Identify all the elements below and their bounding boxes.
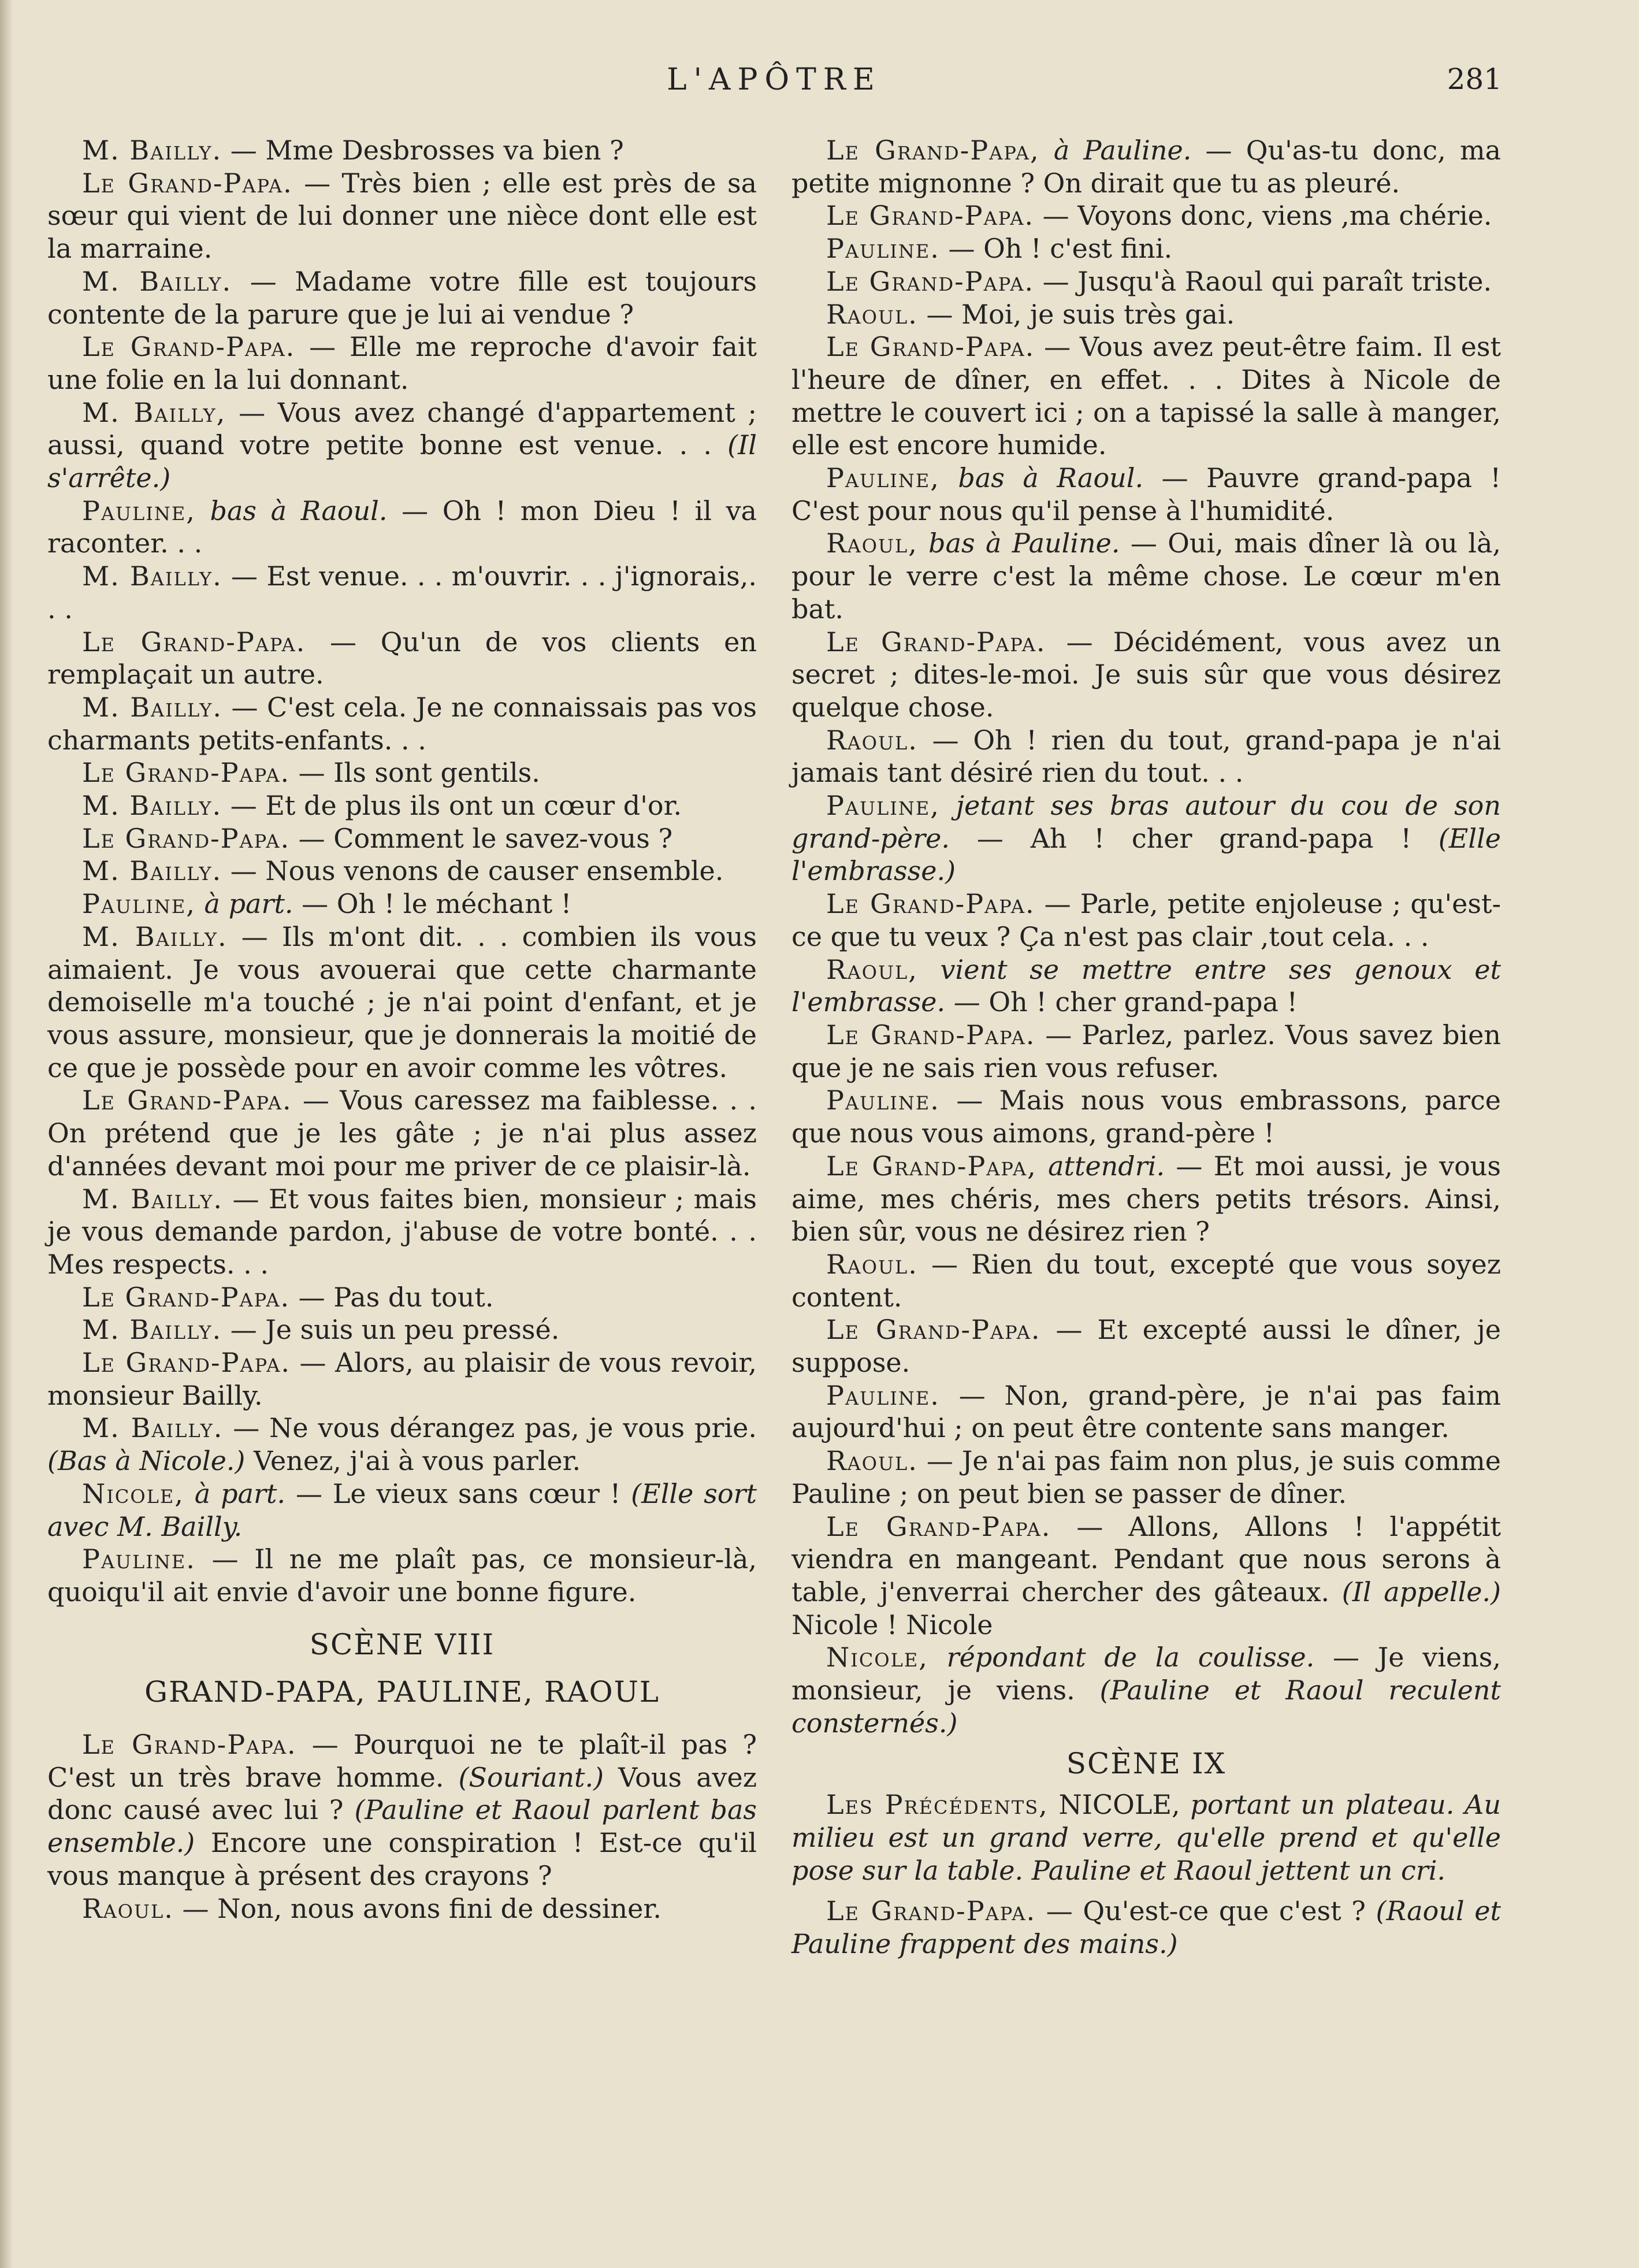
stage-direction: (Il s'arrête.)	[47, 429, 757, 494]
dialogue-text: — Nous venons de causer ensemble.	[222, 855, 724, 887]
speaker-name: M. Bailly.	[82, 855, 222, 887]
dialogue-text: — Vous avez changé d'appartement ; aussi, quand votre petite bonne est venue. . .	[47, 396, 757, 461]
speaker-name: Pauline.	[826, 1085, 940, 1116]
spacer	[940, 462, 958, 493]
spacer	[918, 954, 941, 985]
left-dialogue	[47, 134, 757, 1609]
dialogue-text: Nicole ! Nicole	[791, 1609, 993, 1640]
dialogue-text: — Jusqu'à Raoul qui paraît triste.	[1034, 265, 1492, 297]
dialogue-text: — Oh ! c'est fini.	[939, 233, 1173, 265]
speaker-name: Raoul.	[82, 1892, 174, 1924]
page-number: 281	[1447, 62, 1502, 96]
dialogue-text: — Rien du tout, excepté que vous soyez content.	[791, 1248, 1501, 1313]
dialogue-line	[791, 462, 1501, 527]
stage-direction: (Il appelle.)	[1341, 1576, 1501, 1608]
dialogue-line	[47, 396, 757, 495]
dialogue-text: Vous avez donc causé avec lui ?	[47, 1761, 757, 1826]
stage-direction: (Souriant.)	[458, 1761, 604, 1793]
dialogue-line	[791, 1150, 1501, 1248]
speaker-name: Le Grand-Papa,	[826, 1150, 1037, 1182]
dialogue-line	[791, 1895, 1501, 1960]
dialogue-text: Venez, j'ai à vous parler.	[245, 1445, 581, 1477]
right-column	[791, 134, 1501, 1961]
spacer	[928, 1642, 947, 1673]
stage-direction: à part.	[204, 888, 293, 920]
dialogue-text: — Je suis un peu pressé.	[222, 1314, 560, 1346]
stage-direction: portant un plateau. Au milieu est un grand verre, qu'elle prend et qu'elle pose sur la table. Pauline et Raoul jettent un cri.	[791, 1789, 1501, 1886]
speaker-name: M. Bailly,	[82, 396, 226, 428]
scene9-dialogue	[791, 1895, 1501, 1960]
dialogue-text: — Je viens, monsieur, je viens.	[791, 1642, 1502, 1706]
dialogue-line	[47, 1543, 757, 1608]
speaker-name: Raoul,	[826, 953, 918, 985]
dialogue-line	[791, 626, 1501, 724]
scene-heading: SCÈNE IX	[1066, 1747, 1227, 1781]
stage-direction: (Elle l'embrasse.)	[791, 822, 1501, 887]
dialogue-text: — Comment le savez-vous ?	[290, 822, 673, 854]
dialogue-line	[47, 495, 757, 560]
spacer	[1040, 135, 1054, 166]
dialogue-text: — Ils sont gentils.	[290, 757, 540, 789]
speaker-name: Raoul,	[826, 528, 918, 559]
stage-direction: vient se mettre entre ses genoux et l'embrasse.	[791, 953, 1501, 1018]
speaker-name: Pauline.	[82, 1543, 196, 1575]
dialogue-text: — Mais nous vous embrassons, parce que nous vous aimons, grand-père !	[791, 1085, 1501, 1149]
speaker-name: M. Bailly.	[82, 265, 232, 297]
dialogue-text: — Et moi aussi, je vous aime, mes chéris, mes chers petits trésors. Ainsi, bien sûr, vous ne désirez rien ?	[791, 1150, 1501, 1248]
spacer	[184, 1478, 195, 1509]
dialogue-line	[47, 888, 757, 920]
spacer	[940, 790, 956, 821]
speaker-name: Le Grand-Papa.	[826, 888, 1035, 920]
dialogue-line	[791, 1313, 1501, 1379]
dialogue-line	[791, 1379, 1501, 1445]
dialogue-line	[791, 527, 1501, 625]
speaker-name: Raoul.	[826, 1248, 918, 1280]
dialogue-text: — Alors, au plaisir de vous revoir, monsieur Bailly.	[47, 1347, 757, 1411]
dialogue-text: — Je n'ai pas faim non plus, je suis comme Pauline ; on peut bien se passer de dîner.	[791, 1445, 1501, 1509]
dialogue-text: — Est venue. . . m'ouvrir. . . j'ignorais,. . .	[47, 560, 757, 625]
dialogue-line	[47, 691, 757, 756]
stage-direction: bas à Raoul.	[210, 495, 388, 526]
stage-direction: à Pauline.	[1053, 135, 1192, 166]
stage-direction: à part.	[194, 1478, 286, 1509]
speaker-name: M. Bailly.	[82, 790, 222, 822]
dialogue-text: — Il ne me plaît pas, ce monsieur-là, quoiqu'il ait envie d'avoir une bonne figure.	[47, 1543, 757, 1608]
speaker-name: M. Bailly.	[82, 1412, 224, 1444]
stage-direction: répondant de la coulisse.	[946, 1642, 1315, 1673]
speaker-name: Pauline,	[82, 495, 196, 526]
spacer	[196, 888, 205, 919]
spacer	[918, 528, 928, 559]
dialogue-text: — Madame votre fille est toujours contente de la parure que je lui ai vendue ?	[47, 265, 757, 330]
speaker-name: Le Grand-Papa.	[82, 1347, 291, 1379]
dialogue-line	[791, 1445, 1501, 1510]
dialogue-line	[791, 1084, 1501, 1149]
dialogue-line	[791, 953, 1501, 1019]
dialogue-text: — Non, nous avons fini de dessiner.	[173, 1892, 661, 1924]
stage-direction: bas à Raoul.	[958, 462, 1144, 494]
dialogue-line	[791, 1019, 1501, 1084]
speaker-name: Pauline,	[82, 888, 196, 920]
dialogue-text: — Ah ! cher grand-papa !	[949, 822, 1439, 854]
speaker-name: Le Grand-Papa.	[826, 331, 1035, 363]
speaker-name: M. Bailly.	[82, 920, 228, 952]
right-dialogue	[791, 134, 1501, 1739]
dialogue-line	[47, 1728, 757, 1892]
dialogue-text: — Décidément, vous avez un secret ; dites-le-moi. Je suis sûr que vous désirez quelque chose.	[791, 626, 1502, 723]
dialogue-text: — Pourquoi ne te plaît-il pas ? C'est un très brave homme.	[47, 1729, 757, 1793]
characters-smallcaps: Les Précédents,	[826, 1789, 1049, 1821]
speaker-name: Raoul.	[826, 298, 918, 330]
dialogue-text: — Très bien ; elle est près de sa sœur qui vient de lui donner une nièce dont elle est la marraine.	[47, 167, 757, 265]
speaker-name: M. Bailly.	[82, 691, 222, 723]
dialogue-text: — Elle me reproche d'avoir fait une folie en la lui donnant.	[47, 331, 757, 395]
dialogue-line	[47, 167, 757, 265]
dialogue-text: Encore une conspiration ! Est-ce qu'il vous manque à présent des crayons ?	[47, 1827, 757, 1891]
left-column	[47, 134, 757, 1925]
dialogue-line	[791, 724, 1501, 789]
speaker-name: Le Grand-Papa.	[826, 200, 1035, 232]
dialogue-line	[791, 1510, 1501, 1642]
dialogue-line	[791, 1248, 1501, 1313]
speaker-name: Pauline,	[826, 790, 940, 822]
dialogue-line	[47, 1478, 757, 1543]
dialogue-text: — Oui, mais dîner là ou là, pour le verre c'est la même chose. Le cœur m'en bat.	[791, 528, 1501, 625]
dialogue-text: — Oh ! le méchant !	[293, 888, 572, 920]
speaker-name: Le Grand-Papa.	[82, 1729, 297, 1761]
scene-heading: SCÈNE VIII	[309, 1627, 495, 1661]
speaker-name: Raoul.	[826, 1445, 918, 1477]
dialogue-text: — Oh ! mon Dieu ! il va raconter. . .	[47, 495, 757, 559]
stage-direction: (Pauline et Raoul parlent bas ensemble.)	[47, 1794, 757, 1859]
speaker-name: Nicole,	[826, 1642, 928, 1673]
speaker-name: Le Grand-Papa.	[826, 1314, 1041, 1346]
characters-caps: NICOLE,	[1048, 1789, 1191, 1821]
dialogue-text: — Ils m'ont dit. . . combien ils vous aimaient. Je vous avouerai que cette charmante demoiselle m'a touché ; je n'ai point d'enfant, et je vous assure, monsieur, que je donnerais la moitié de ce que je possède pour en avoir comme les vôtres.	[47, 920, 757, 1083]
speaker-name: Pauline.	[826, 1379, 940, 1411]
speaker-name: Raoul.	[826, 724, 918, 756]
dialogue-text: — Qu'as-tu donc, ma petite mignonne ? On dirait que tu as pleuré.	[791, 135, 1502, 199]
scene8-dialogue	[47, 1728, 757, 1925]
stage-direction: attendri.	[1048, 1150, 1165, 1182]
speaker-name: Le Grand-Papa.	[82, 626, 306, 658]
dialogue-line	[47, 1084, 757, 1182]
dialogue-line	[47, 1281, 757, 1314]
stage-direction: (Pauline et Raoul reculent consternés.)	[791, 1675, 1501, 1739]
dialogue-text: — Non, grand-père, je n'ai pas faim aujourd'hui ; on peut être contente sans manger.	[791, 1379, 1501, 1444]
dialogue-line	[47, 756, 757, 789]
dialogue-line	[47, 560, 757, 625]
dialogue-text: — Mme Desbrosses va bien ?	[222, 135, 624, 166]
stage-direction: (Bas à Nicole.)	[47, 1445, 246, 1477]
dialogue-text: — Qu'un de vos clients en remplaçait un autre.	[47, 626, 757, 691]
dialogue-text: — Le vieux sans cœur !	[285, 1478, 631, 1509]
dialogue-line	[47, 331, 757, 396]
spacer	[1037, 1150, 1048, 1182]
dialogue-text: — Pauvre grand-papa ! C'est pour nous qu'il pense à l'humidité.	[791, 462, 1502, 526]
dialogue-line	[791, 199, 1501, 232]
dialogue-text: — Voyons donc, viens ,ma chérie.	[1034, 200, 1492, 232]
speaker-name: Le Grand-Papa.	[82, 1281, 291, 1313]
speaker-name: Le Grand-Papa.	[82, 822, 291, 854]
speaker-name: Le Grand-Papa.	[82, 757, 291, 789]
dialogue-line	[47, 1412, 757, 1477]
dialogue-text: — Ne vous dérangez pas, je vous prie.	[223, 1412, 757, 1444]
stage-direction: (Raoul et Pauline frappent des mains.)	[791, 1895, 1501, 1959]
dialogue-line	[791, 331, 1501, 462]
dialogue-text: — Vous caressez ma faiblesse. . . On prétend que je les gâte ; je n'ai plus assez d'années devant moi pour me priver de ce plaisir-là.	[47, 1085, 757, 1182]
speaker-name: Nicole,	[82, 1478, 184, 1509]
dialogue-line	[47, 855, 757, 888]
speaker-name: Pauline,	[826, 462, 940, 494]
dialogue-text: — Oh ! cher grand-papa !	[945, 986, 1298, 1018]
dialogue-text: — Moi, je suis très gai.	[917, 298, 1235, 330]
speaker-name: M. Bailly.	[82, 1183, 223, 1215]
dialogue-line	[47, 1892, 757, 1925]
speaker-name: Le Grand-Papa.	[826, 626, 1046, 658]
speaker-name: M. Bailly.	[82, 135, 222, 166]
stage-direction: jetant ses bras autour du cou de son grand-père.	[791, 790, 1501, 854]
dialogue-text: — Qu'est-ce que c'est ?	[1036, 1895, 1376, 1927]
page-gutter	[0, 0, 13, 2268]
dialogue-text: — Vous avez peut-être faim. Il est l'heure de dîner, en effet. . . Dites à Nicole de mettre le couvert ici ; on a tapissé la salle à manger, elle est encore humide.	[791, 331, 1501, 461]
speaker-name: Pauline.	[826, 233, 940, 265]
speaker-name: Le Grand-Papa.	[826, 1019, 1036, 1051]
dialogue-text: — C'est cela. Je ne connaissais pas vos charmants petits-enfants. . .	[47, 691, 757, 756]
speaker-name: M. Bailly.	[82, 560, 222, 592]
dialogue-text: — Pas du tout.	[290, 1281, 494, 1313]
speaker-name: Le Grand-Papa.	[82, 1085, 292, 1116]
dialogue-text: — Et vous faites bien, monsieur ; mais je vous demande pardon, j'abuse de votre bonté. . . Mes respects. . .	[47, 1183, 757, 1280]
dialogue-line	[791, 298, 1501, 331]
stage-direction: bas à Pauline.	[928, 528, 1120, 559]
dialogue-text: — Et de plus ils ont un cœur d'or.	[222, 790, 682, 822]
dialogue-line	[47, 265, 757, 331]
running-head: L'APÔTRE	[667, 62, 882, 97]
dialogue-text: — Oh ! rien du tout, grand-papa je n'ai jamais tant désiré rien du tout. . .	[791, 724, 1501, 789]
dialogue-line	[791, 888, 1501, 953]
spacer	[196, 495, 210, 526]
speaker-name: Le Grand-Papa.	[826, 1510, 1051, 1542]
dialogue-line	[47, 1313, 757, 1346]
speaker-name: Le Grand-Papa.	[826, 1895, 1036, 1927]
dialogue-line	[47, 1183, 757, 1281]
speaker-name: M. Bailly.	[82, 1314, 222, 1346]
dialogue-text: — Et excepté aussi le dîner, je suppose.	[791, 1314, 1501, 1379]
speaker-name: Le Grand-Papa.	[826, 265, 1035, 297]
dialogue-line	[791, 1641, 1501, 1739]
scene-characters: GRAND-PAPA, PAULINE, RAOUL	[144, 1675, 660, 1709]
page-header	[46, 57, 1502, 103]
dialogue-line	[47, 626, 757, 691]
speaker-name: Le Grand-Papa.	[82, 331, 296, 363]
dialogue-line	[791, 232, 1501, 265]
dialogue-line	[47, 134, 757, 167]
dialogue-line	[47, 1346, 757, 1412]
stage-direction: (Elle sort avec M. Bailly.	[47, 1478, 757, 1542]
dialogue-line	[47, 822, 757, 855]
dialogue-line	[791, 789, 1501, 888]
dialogue-text: — Parlez, parlez. Vous savez bien que je ne sais rien vous refuser.	[791, 1019, 1501, 1083]
dialogue-line	[47, 789, 757, 822]
dialogue-text: — Allons, Allons ! l'appétit viendra en mangeant. Pendant que nous serons à table, j'enverrai chercher des gâteaux.	[791, 1510, 1501, 1608]
dialogue-line	[47, 920, 757, 1085]
speaker-name: Le Grand-Papa.	[82, 167, 293, 199]
speaker-name: Le Grand-Papa,	[826, 135, 1040, 166]
dialogue-line	[791, 134, 1501, 199]
dialogue-line	[791, 265, 1501, 298]
scene-characters	[791, 1788, 1501, 1887]
dialogue-text: — Parle, petite enjoleuse ; qu'est-ce que tu veux ? Ça n'est pas clair ,tout cela. . .	[791, 888, 1501, 952]
